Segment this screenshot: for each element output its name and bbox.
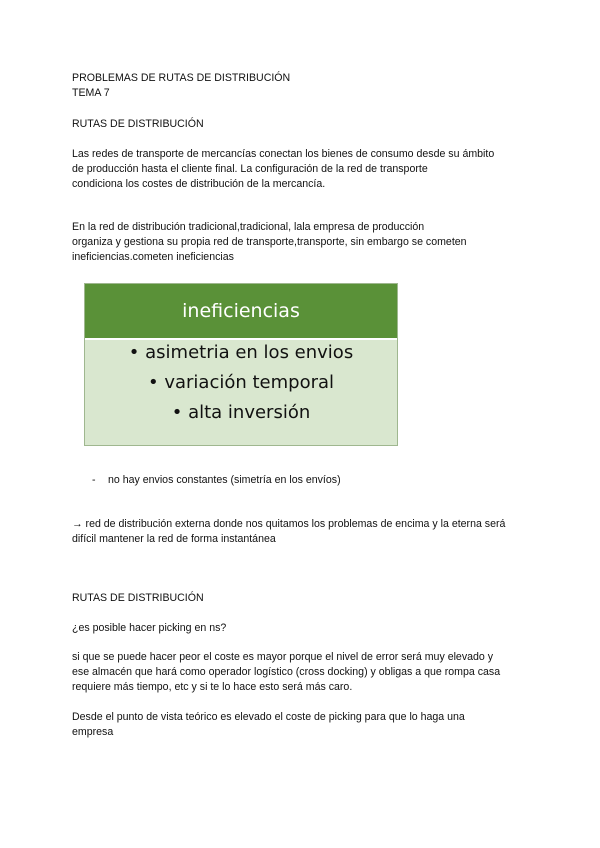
page-title: PROBLEMAS DE RUTAS DE DISTRIBUCIÓN: [72, 72, 291, 84]
paragraph-line: empresa: [72, 726, 114, 738]
graphic-item: • variación temporal: [147, 372, 335, 393]
section-heading: RUTAS DE DISTRIBUCIÓN: [72, 118, 204, 130]
paragraph-line: Las redes de transporte de mercancías conectan los bienes de consumo desde su ámbito: [72, 148, 495, 160]
page-subtitle: TEMA 7: [72, 87, 110, 99]
graphic-item: • alta inversión: [171, 402, 311, 423]
paragraph-line: ineficiencias.cometen ineficiencias: [72, 251, 234, 263]
paragraph-line: organiza y gestiona su propia red de transporte,transporte, sin embargo se cometen: [72, 236, 467, 248]
paragraph-line: de producción hasta el cliente final. La configuración de la red de transporte: [72, 163, 428, 175]
paragraph-line: En la red de distribución tradicional,tradicional, lala empresa de producción: [72, 221, 425, 233]
arrow-note-line: difícil mantener la red de forma instantánea: [72, 533, 276, 545]
paragraph-line: ese almacén que hará como operador logístico (cross docking) y obligas a que rompa casa: [72, 666, 501, 678]
paragraph-line: Desde el punto de vista teórico es elevado el coste de picking para que lo haga una: [72, 711, 465, 723]
list-item: no hay envios constantes (simetría en los envíos): [108, 474, 341, 486]
inefficiencies-graphic: [84, 283, 398, 446]
graphic-title: ineficiencias: [85, 284, 397, 340]
paragraph-line: condiciona los costes de distribución de la mercancía.: [72, 178, 326, 190]
question-text: ¿es posible hacer picking en ns?: [72, 622, 227, 634]
graphic-item: • asimetria en los envios: [128, 342, 354, 363]
section-heading: RUTAS DE DISTRIBUCIÓN: [72, 592, 204, 604]
paragraph-line: requiere más tiempo, etc y si te lo hace esto será más caro.: [72, 681, 353, 693]
paragraph-line: si que se puede hacer peor el coste es mayor porque el nivel de error será muy elevado y: [72, 651, 494, 663]
list-dash: -: [92, 474, 96, 486]
arrow-note-line: → red de distribución externa donde nos quitamos los problemas de encima y la eterna será: [72, 518, 506, 530]
